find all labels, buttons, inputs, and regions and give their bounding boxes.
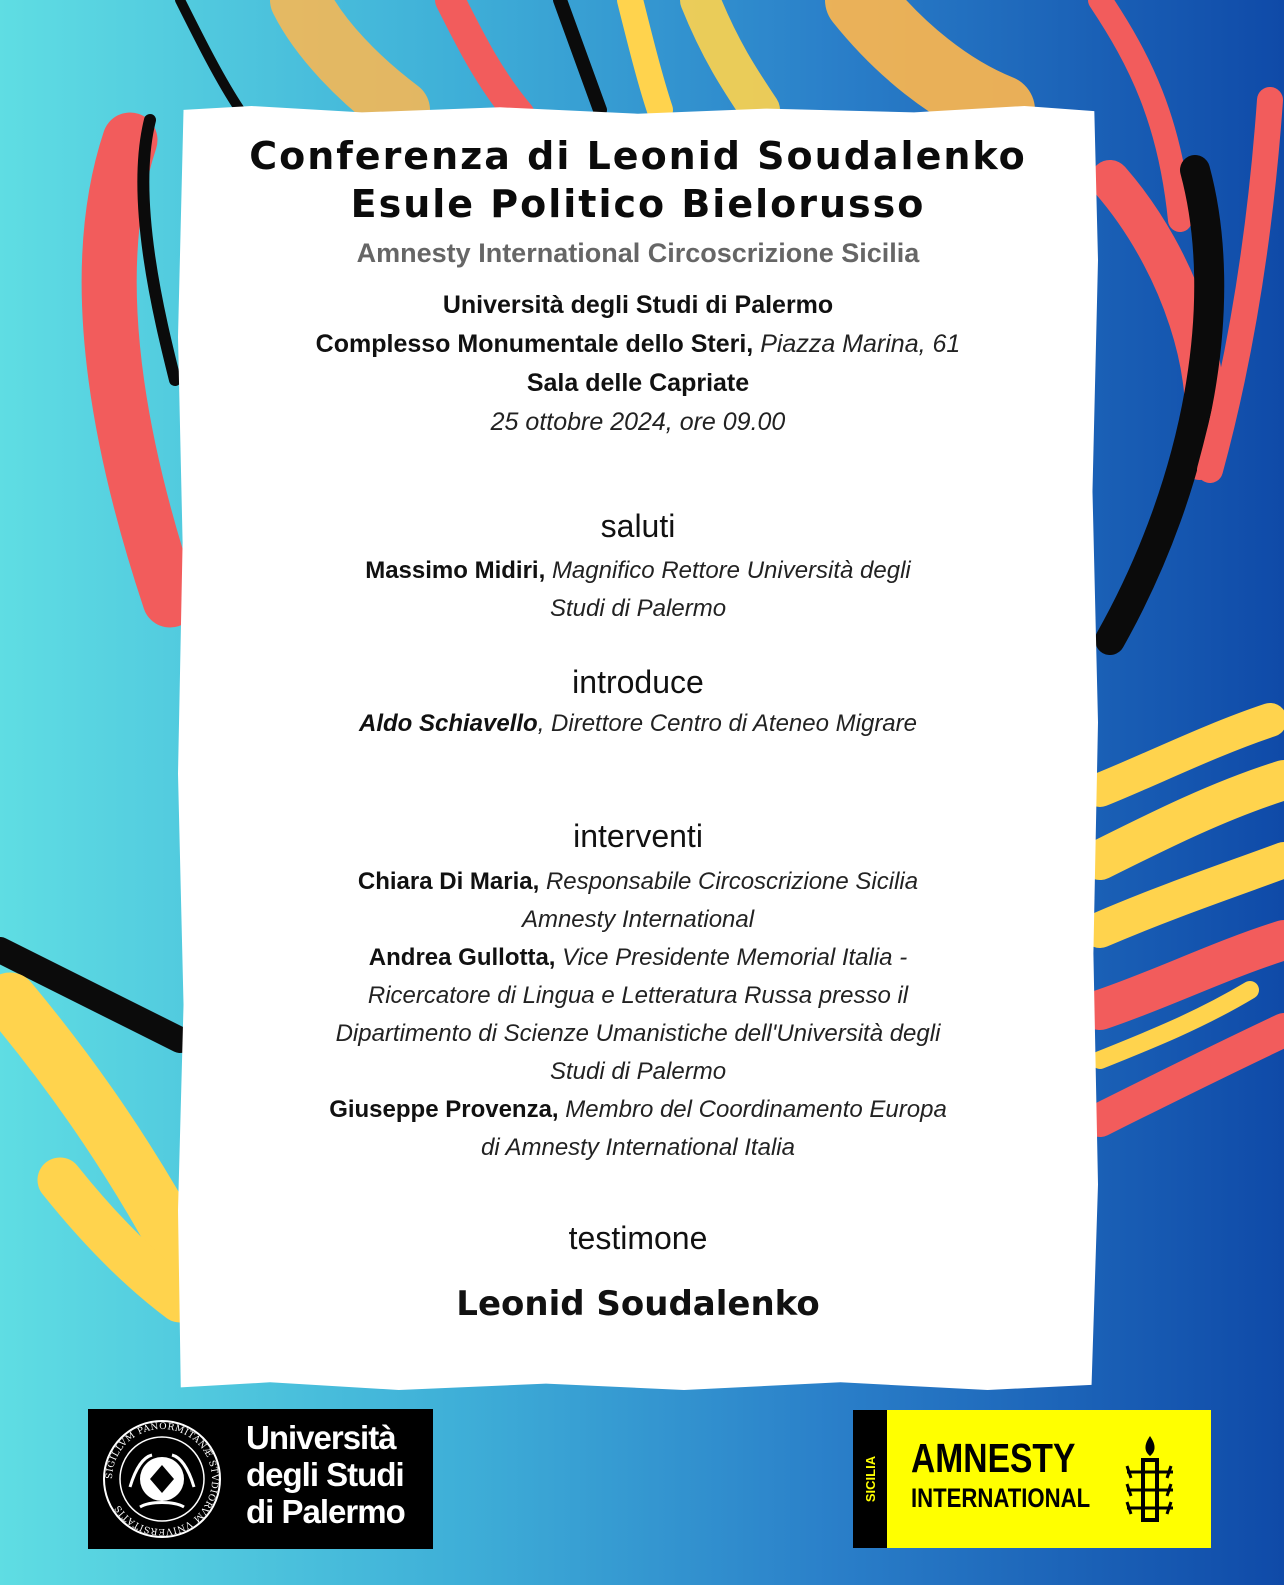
unipa-line-1: Università [246,1419,396,1456]
introduce-speaker: Aldo Schiavello [359,710,538,737]
svg-text:SICILIA: SICILIA [863,1455,878,1503]
interventi-speaker3-role-2: di Amnesty International Italia [481,1134,795,1161]
section-saluti: saluti [600,508,676,544]
section-introduce: introduce [572,664,704,700]
interventi-speaker2-role-4: Studi di Palermo [549,1058,727,1085]
section-interventi: interventi [573,818,703,854]
unipa-seal-text: SIGILLVM PANORMITANÆ STVDIORVM VNIVERSITATIS [104,1421,220,1537]
saluti-role-1: Magnifico Rettore Università degli [551,557,911,584]
interventi-speaker2-role-3: Dipartimento di Scienze Umanistiche dell'Università degli [335,1020,941,1047]
amnesty-line-2: INTERNATIONAL [911,1483,1091,1513]
interventi-speaker2: Andrea Gullotta, [368,944,556,971]
title-line-1: Conferenza di Leonid Soudalenko [249,134,1027,178]
amnesty-logo [853,1410,1211,1548]
interventi-speaker1-role-2: Amnesty International [521,906,755,933]
organizer: Amnesty International Circoscrizione Sicilia [356,238,920,268]
section-testimone: testimone [568,1220,708,1256]
amnesty-region-label [853,1410,887,1548]
venue-complex-name: Complesso Monumentale dello Steri, [315,330,754,358]
amnesty-wordmark [911,1435,1111,1513]
interventi-speaker2-role-2: Ricercatore di Lingua e Letteratura Russa presso il [367,982,909,1009]
introduce-speaker-line [178,705,1098,743]
saluti-role-2: Studi di Palermo [549,595,727,622]
interventi-speaker3-line: Giuseppe Provenza, Membro del Coordinamento Europa [329,1096,947,1123]
interventi-speaker3: Giuseppe Provenza, [329,1096,559,1123]
unipa-seal-icon [100,1417,224,1541]
unipa-line-2: degli Studi [246,1456,404,1493]
introduce-role: , Direttore Centro di Ateneo Migrare [537,710,917,737]
interventi-speaker1: Chiara Di Maria, [357,868,540,895]
saluti-speaker: Massimo Midiri, [365,557,546,584]
title-line-2: Esule Politico Bielorusso [350,182,926,226]
unipa-line-3: di Palermo [246,1493,405,1530]
testimone-name: Leonid Soudalenko [456,1284,820,1324]
amnesty-line-1: AMNESTY [911,1435,1076,1481]
interventi-speaker2-line: Andrea Gullotta, Vice Presidente Memorial Italia - [368,944,908,971]
venue-datetime: 25 ottobre 2024, ore 09.00 [490,408,786,436]
venue-address: Piazza Marina, 61 [760,330,961,358]
candle-barbed-wire-icon [1121,1432,1179,1528]
venue-complex [178,325,1098,364]
venue-university: Università degli Studi di Palermo [442,291,834,319]
unipa-logo [88,1409,433,1549]
interventi-speaker1-line: Chiara Di Maria, Responsabile Circoscrizione Sicilia [357,868,919,895]
saluti-speaker-line [178,552,1098,590]
unipa-wordmark [246,1419,428,1530]
venue-room: Sala delle Capriate [526,369,750,397]
